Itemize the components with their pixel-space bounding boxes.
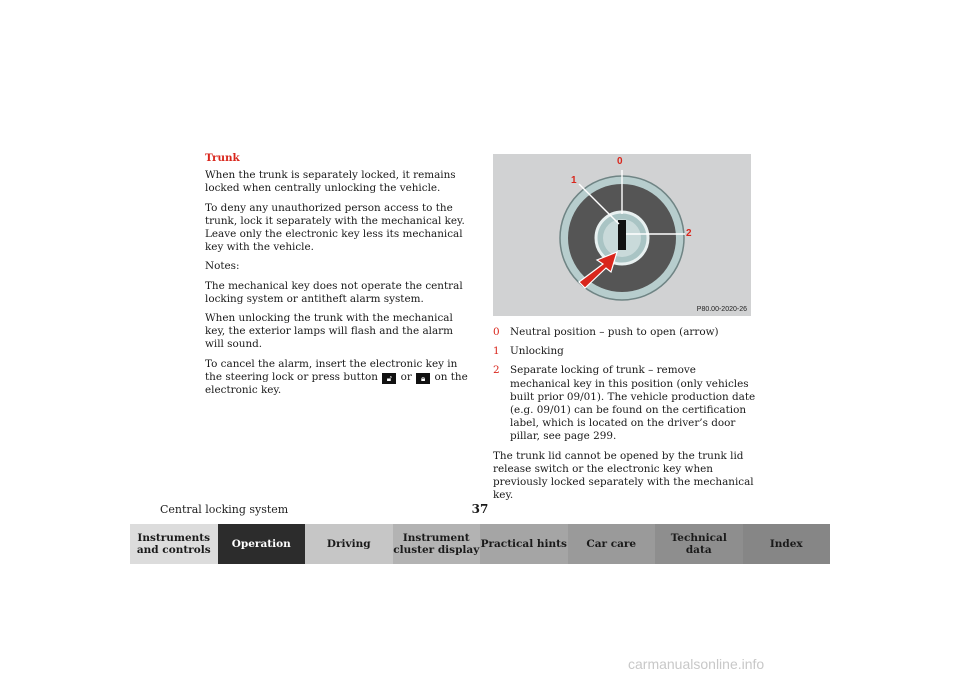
position-label-2: 2 [686,228,692,239]
list-item-number: 2 [493,364,500,377]
right-column [493,326,758,508]
tab-technical-data[interactable]: Technical data [655,524,743,564]
paragraph-5-end: on the electronic key. [205,370,468,397]
figure-code: P80.00-2020-26 [696,306,747,313]
watermark: carmanualsonline.info [628,656,765,672]
list-item [493,364,758,443]
paragraph-5-start: To cancel the alarm, insert the electronic key in the steering lock or press button [205,357,458,383]
paragraph-4: When unlocking the trunk with the mechanical key, the exterior lamps will flash and the alarm will sound. [205,312,453,351]
notes-label: Notes: [205,260,240,273]
paragraph-5 [205,358,470,398]
list-item [493,345,758,358]
section-heading: Trunk [205,152,240,164]
list-item-number: 0 [493,326,500,338]
position-label-0: 0 [617,156,623,167]
tab-index[interactable]: Index [743,524,831,564]
tab-operation[interactable]: Operation [218,524,306,564]
page-number: 37 [471,502,489,516]
list-item-text: Separate locking of trunk – remove mechanical key in this position (only vehicles built prior 09/01). The vehicle production date (e.g. 09/01) can be found on the certification label, which is located on the driver’s door pillar, see page 299. [510,364,756,443]
tab-practical-hints[interactable]: Practical hints [480,524,568,564]
paragraph-5-or: or [400,370,412,383]
lock-cylinder-figure [493,154,751,316]
list-item [493,326,758,339]
section-title: Central locking system [160,503,289,516]
tab-driving[interactable]: Driving [305,524,393,564]
closing-paragraph: The trunk lid cannot be opened by the trunk lid release switch or the electronic key when previously locked separately with the mechanical key. [493,449,754,502]
paragraph-3: The mechanical key does not operate the central locking system or antitheft alarm system. [205,279,463,305]
unlock-icon: 🔓︎ [382,373,396,384]
chapter-nav [130,524,830,564]
list-item-text: Neutral position – push to open (arrow) [510,326,719,338]
lock-cylinder-illustration [493,154,751,316]
tab-instrument-cluster-display[interactable]: Instrument cluster display [393,524,481,564]
left-column [205,152,470,403]
lock-icon: 🔒︎ [416,373,430,384]
position-label-1: 1 [571,175,577,186]
key-slot [618,220,626,250]
list-item-text: Unlocking [510,345,564,358]
paragraph-2: To deny any unauthorized person access to the trunk, lock it separately with the mechanical key. Leave only the electronic key less its mechanical key with the vehicle. [205,201,465,254]
tab-car-care[interactable]: Car care [568,524,656,564]
list-item-number: 1 [493,345,500,358]
tab-instruments-and-controls[interactable]: Instruments and controls [130,524,218,564]
paragraph-1: When the trunk is separately locked, it remains locked when centrally unlocking the vehicle. [205,169,456,195]
